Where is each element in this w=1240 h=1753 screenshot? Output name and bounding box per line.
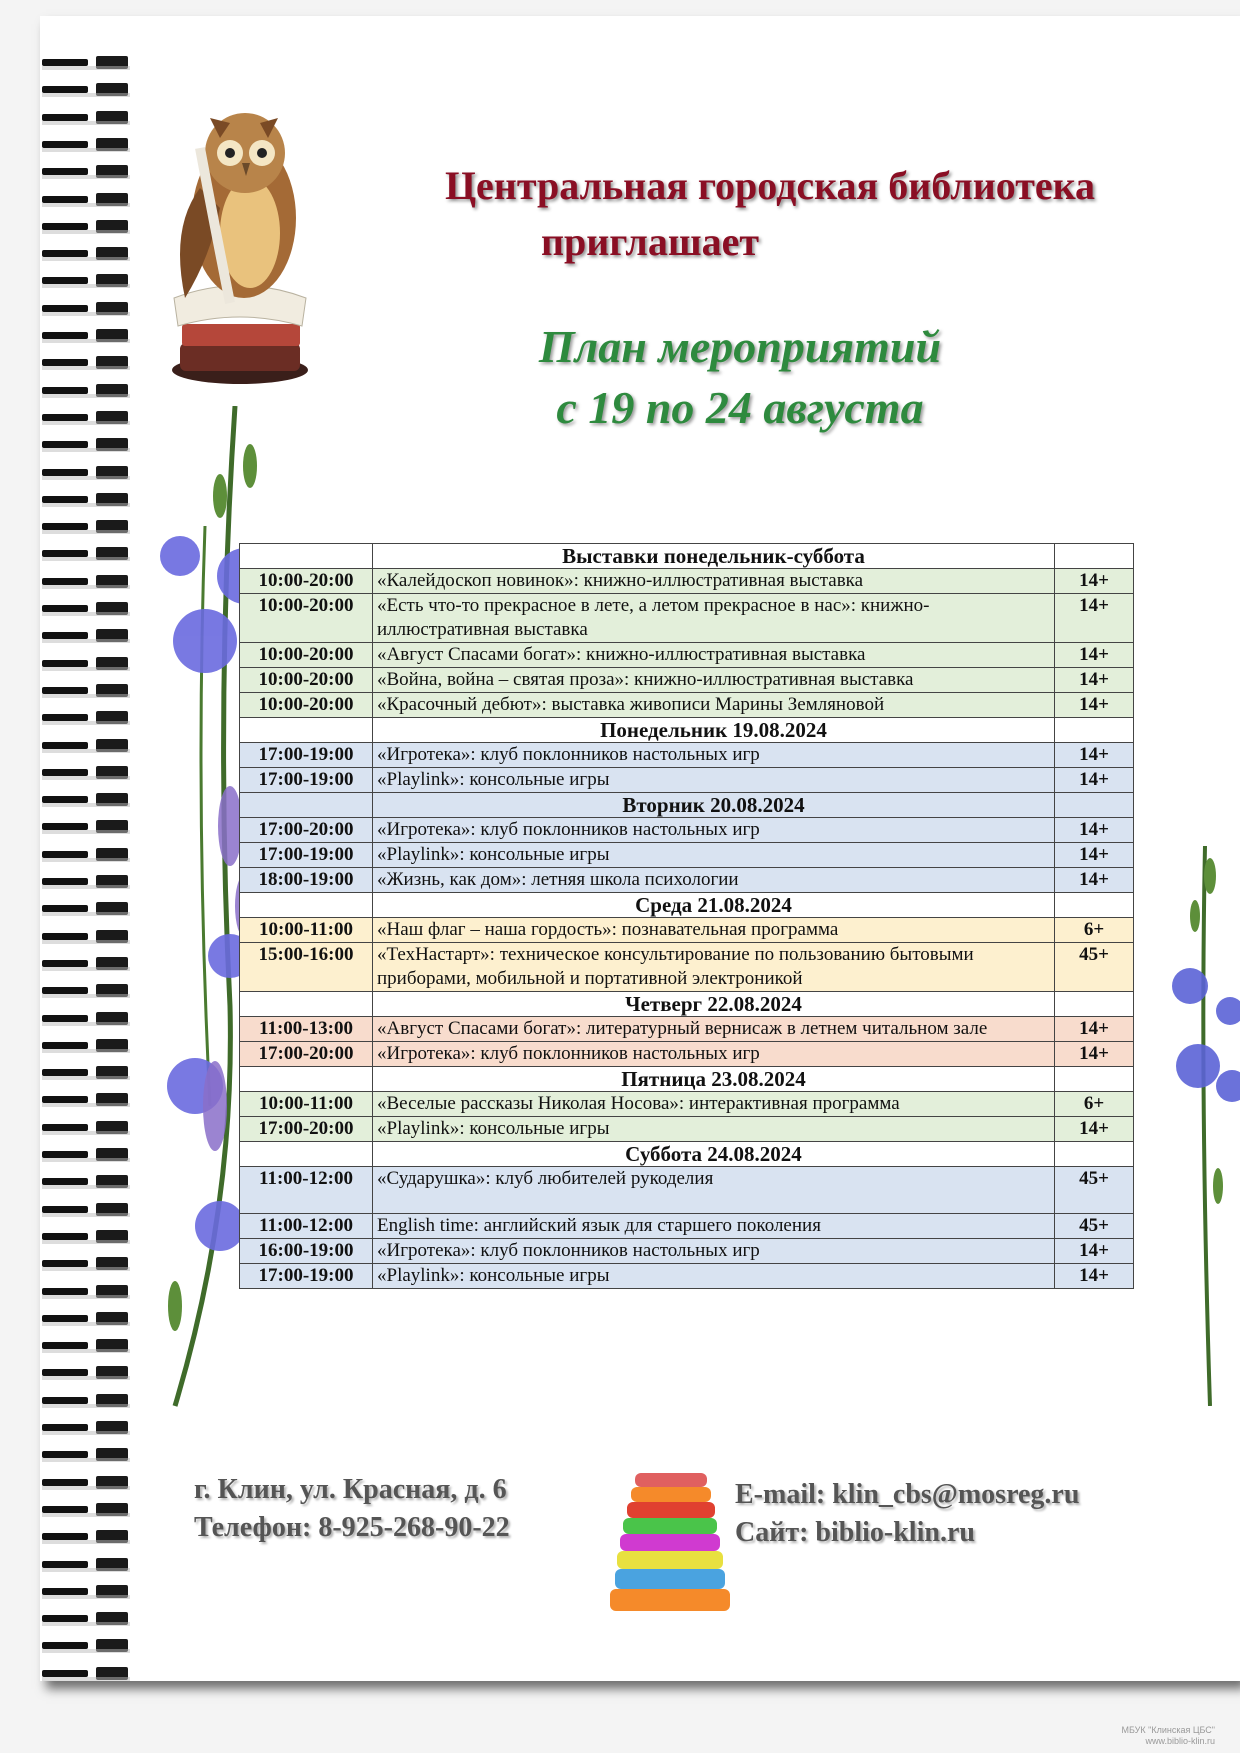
spiral-ring: [42, 1530, 130, 1543]
event-time: 10:00-11:00: [240, 1092, 373, 1117]
event-row: [240, 643, 1134, 668]
spiral-ring: [42, 165, 130, 178]
day-heading-row: [240, 544, 1134, 569]
heading-time-cell: [240, 1142, 373, 1167]
event-time: 11:00-12:00: [240, 1214, 373, 1239]
day-heading-row: [240, 1142, 1134, 1167]
spiral-ring: [42, 466, 130, 479]
spiral-ring: [42, 493, 130, 506]
heading-time-cell: [240, 992, 373, 1017]
day-heading-row: [240, 718, 1134, 743]
heading-age-cell: [1055, 793, 1134, 818]
spiral-ring: [42, 438, 130, 451]
heading-age-cell: [1055, 893, 1134, 918]
address-text: г. Клин, ул. Красная, д. 6: [194, 1474, 507, 1505]
event-time: 11:00-13:00: [240, 1017, 373, 1042]
event-title: «Есть что-то прекрасное в лете, а летом прекрасное в нас»: книжно-иллюстративная выставка: [373, 594, 1055, 643]
event-row: [240, 918, 1134, 943]
spiral-ring: [42, 1558, 130, 1571]
spiral-ring: [42, 411, 130, 424]
event-row: [240, 1167, 1134, 1214]
spiral-ring: [42, 684, 130, 697]
library-title-line2: приглашает: [540, 219, 760, 264]
spiral-ring: [42, 1448, 130, 1461]
heading-time-cell: [240, 893, 373, 918]
plan-title-line2: с 19 по 24 августа: [556, 382, 924, 433]
heading-time-cell: [240, 544, 373, 569]
spiral-ring: [42, 1203, 130, 1216]
event-title: «Игротека»: клуб поклонников настольных игр: [373, 1239, 1055, 1264]
spiral-ring: [42, 1421, 130, 1434]
event-time: 10:00-20:00: [240, 594, 373, 643]
event-title: «Август Спасами богат»: литературный вернисаж в летнем читальном зале: [373, 1017, 1055, 1042]
spiral-ring: [42, 902, 130, 915]
event-row: [240, 693, 1134, 718]
spiral-ring: [42, 520, 130, 533]
spiral-ring: [42, 793, 130, 806]
event-title: «Веселые рассказы Николая Носова»: интерактивная программа: [373, 1092, 1055, 1117]
event-time: 17:00-19:00: [240, 1264, 373, 1289]
spiral-ring: [42, 220, 130, 233]
watermark-line2: www.biblio-klin.ru: [1145, 1736, 1215, 1746]
spiral-ring: [42, 984, 130, 997]
spiral-ring: [42, 1230, 130, 1243]
spiral-ring: [42, 629, 130, 642]
spiral-binding-icon: [40, 56, 135, 1696]
event-title: «Наш флаг – наша гордость»: познавательная программа: [373, 918, 1055, 943]
spiral-ring: [42, 575, 130, 588]
event-time: 10:00-20:00: [240, 668, 373, 693]
day-heading-row: [240, 893, 1134, 918]
spiral-ring: [42, 1093, 130, 1106]
spiral-ring: [42, 930, 130, 943]
spiral-ring: [42, 83, 130, 96]
spiral-ring: [42, 875, 130, 888]
event-title: English time: английский язык для старшего поколения: [373, 1214, 1055, 1239]
age-rating: 14+: [1055, 594, 1134, 643]
heading-time-cell: [240, 1067, 373, 1092]
spiral-ring: [42, 1312, 130, 1325]
day-heading-row: [240, 1067, 1134, 1092]
spiral-ring: [42, 739, 130, 752]
watermark-line1: МБУК "Клинская ЦБС": [1121, 1725, 1215, 1735]
event-time: 15:00-16:00: [240, 943, 373, 992]
age-rating: 45+: [1055, 943, 1134, 992]
age-rating: 14+: [1055, 693, 1134, 718]
event-title: «Сударушка»: клуб любителей рукоделия: [373, 1167, 1055, 1214]
event-row: [240, 668, 1134, 693]
spiral-ring: [42, 848, 130, 861]
event-time: 10:00-20:00: [240, 693, 373, 718]
spiral-ring: [42, 1148, 130, 1161]
heading-age-cell: [1055, 992, 1134, 1017]
spiral-ring: [42, 1012, 130, 1025]
event-time: 17:00-20:00: [240, 818, 373, 843]
spiral-ring: [42, 766, 130, 779]
heading-time-cell: [240, 793, 373, 818]
event-time: 10:00-20:00: [240, 569, 373, 594]
age-rating: 14+: [1055, 1017, 1134, 1042]
spiral-ring: [42, 1339, 130, 1352]
event-row: [240, 743, 1134, 768]
email-text: E-mail: klin_cbs@mosreg.ru: [735, 1479, 1080, 1510]
event-time: 17:00-19:00: [240, 743, 373, 768]
event-title: «ТехНастарт»: техническое консультирование по пользованию бытовыми приборами, мобильной и портативной электроникой: [373, 943, 1055, 992]
spiral-ring: [42, 1039, 130, 1052]
spiral-ring: [42, 1257, 130, 1270]
day-heading-row: [240, 992, 1134, 1017]
age-rating: 14+: [1055, 569, 1134, 594]
spiral-ring: [42, 274, 130, 287]
age-rating: 14+: [1055, 818, 1134, 843]
spiral-ring: [42, 329, 130, 342]
spiral-ring: [42, 602, 130, 615]
event-row: [240, 868, 1134, 893]
event-title: «Playlink»: консольные игры: [373, 1264, 1055, 1289]
event-time: 17:00-19:00: [240, 843, 373, 868]
heading-age-cell: [1055, 544, 1134, 569]
event-title: «Калейдоскоп новинок»: книжно-иллюстративная выставка: [373, 569, 1055, 594]
event-row: [240, 1117, 1134, 1142]
heading-age-cell: [1055, 718, 1134, 743]
day-heading: Выставки понедельник-суббота: [373, 544, 1055, 569]
heading-age-cell: [1055, 1142, 1134, 1167]
owl-figurine-icon: [160, 108, 320, 386]
spiral-ring: [42, 1285, 130, 1298]
event-row: [240, 843, 1134, 868]
age-rating: 14+: [1055, 1042, 1134, 1067]
spiral-ring: [42, 1476, 130, 1489]
event-title: «Playlink»: консольные игры: [373, 1117, 1055, 1142]
spiral-ring: [42, 1066, 130, 1079]
age-rating: 14+: [1055, 1264, 1134, 1289]
age-rating: 14+: [1055, 868, 1134, 893]
spiral-ring: [42, 711, 130, 724]
event-title: «Война, война – святая проза»: книжно-иллюстративная выставка: [373, 668, 1055, 693]
book-stack-icon: [605, 1471, 735, 1616]
spiral-ring: [42, 1639, 130, 1652]
spiral-ring: [42, 1585, 130, 1598]
spiral-ring: [42, 1394, 130, 1407]
spiral-ring: [42, 1503, 130, 1516]
event-row: [240, 594, 1134, 643]
spiral-ring: [42, 193, 130, 206]
spiral-ring: [42, 1667, 130, 1680]
spiral-ring: [42, 1612, 130, 1625]
spiral-ring: [42, 1366, 130, 1379]
event-time: 18:00-19:00: [240, 868, 373, 893]
event-time: 17:00-20:00: [240, 1117, 373, 1142]
day-heading: Среда 21.08.2024: [373, 893, 1055, 918]
event-time: 16:00-19:00: [240, 1239, 373, 1264]
library-title-line1: Центральная городская библиотека: [444, 163, 1096, 208]
age-rating: 14+: [1055, 843, 1134, 868]
heading-age-cell: [1055, 1067, 1134, 1092]
age-rating: 6+: [1055, 1092, 1134, 1117]
age-rating: 14+: [1055, 668, 1134, 693]
age-rating: 14+: [1055, 643, 1134, 668]
spiral-ring: [42, 957, 130, 970]
day-heading: Четверг 22.08.2024: [373, 992, 1055, 1017]
spiral-ring: [42, 384, 130, 397]
event-title: «Playlink»: консольные игры: [373, 843, 1055, 868]
event-title: «Игротека»: клуб поклонников настольных игр: [373, 818, 1055, 843]
age-rating: 14+: [1055, 1239, 1134, 1264]
event-row: [240, 1214, 1134, 1239]
spiral-ring: [42, 302, 130, 315]
event-title: «Жизнь, как дом»: летняя школа психологии: [373, 868, 1055, 893]
event-title: «Playlink»: консольные игры: [373, 768, 1055, 793]
plan-title-line1: План мероприятий: [538, 321, 942, 372]
day-heading: Вторник 20.08.2024: [373, 793, 1055, 818]
events-table: [239, 543, 1134, 1289]
event-row: [240, 569, 1134, 594]
age-rating: 14+: [1055, 1117, 1134, 1142]
event-title: «Красочный дебют»: выставка живописи Марины Земляновой: [373, 693, 1055, 718]
event-title: «Игротека»: клуб поклонников настольных игр: [373, 1042, 1055, 1067]
spiral-ring: [42, 1175, 130, 1188]
event-row: [240, 1017, 1134, 1042]
spiral-ring: [42, 247, 130, 260]
age-rating: 6+: [1055, 918, 1134, 943]
site-text: Сайт: biblio-klin.ru: [735, 1517, 975, 1548]
event-row: [240, 943, 1134, 992]
age-rating: 45+: [1055, 1167, 1134, 1214]
event-row: [240, 1092, 1134, 1117]
event-row: [240, 1264, 1134, 1289]
event-time: 17:00-20:00: [240, 1042, 373, 1067]
day-heading: Понедельник 19.08.2024: [373, 718, 1055, 743]
spiral-ring: [42, 56, 130, 69]
event-time: 17:00-19:00: [240, 768, 373, 793]
event-row: [240, 1239, 1134, 1264]
phone-text: Телефон: 8-925-268-90-22: [194, 1512, 510, 1543]
spiral-ring: [42, 138, 130, 151]
day-heading: Пятница 23.08.2024: [373, 1067, 1055, 1092]
watermark: [1121, 1725, 1215, 1747]
spiral-ring: [42, 820, 130, 833]
heading-time-cell: [240, 718, 373, 743]
spiral-ring: [42, 657, 130, 670]
spiral-ring: [42, 1121, 130, 1134]
event-row: [240, 1042, 1134, 1067]
event-time: 10:00-20:00: [240, 643, 373, 668]
event-time: 11:00-12:00: [240, 1167, 373, 1214]
event-title: «Август Спасами богат»: книжно-иллюстративная выставка: [373, 643, 1055, 668]
age-rating: 45+: [1055, 1214, 1134, 1239]
age-rating: 14+: [1055, 768, 1134, 793]
flower-bouquet-icon: [1160, 846, 1240, 1406]
age-rating: 14+: [1055, 743, 1134, 768]
event-row: [240, 818, 1134, 843]
day-heading-row: [240, 793, 1134, 818]
spiral-ring: [42, 356, 130, 369]
event-time: 10:00-11:00: [240, 918, 373, 943]
spiral-ring: [42, 547, 130, 560]
day-heading: Суббота 24.08.2024: [373, 1142, 1055, 1167]
event-row: [240, 768, 1134, 793]
event-title: «Игротека»: клуб поклонников настольных игр: [373, 743, 1055, 768]
spiral-ring: [42, 111, 130, 124]
